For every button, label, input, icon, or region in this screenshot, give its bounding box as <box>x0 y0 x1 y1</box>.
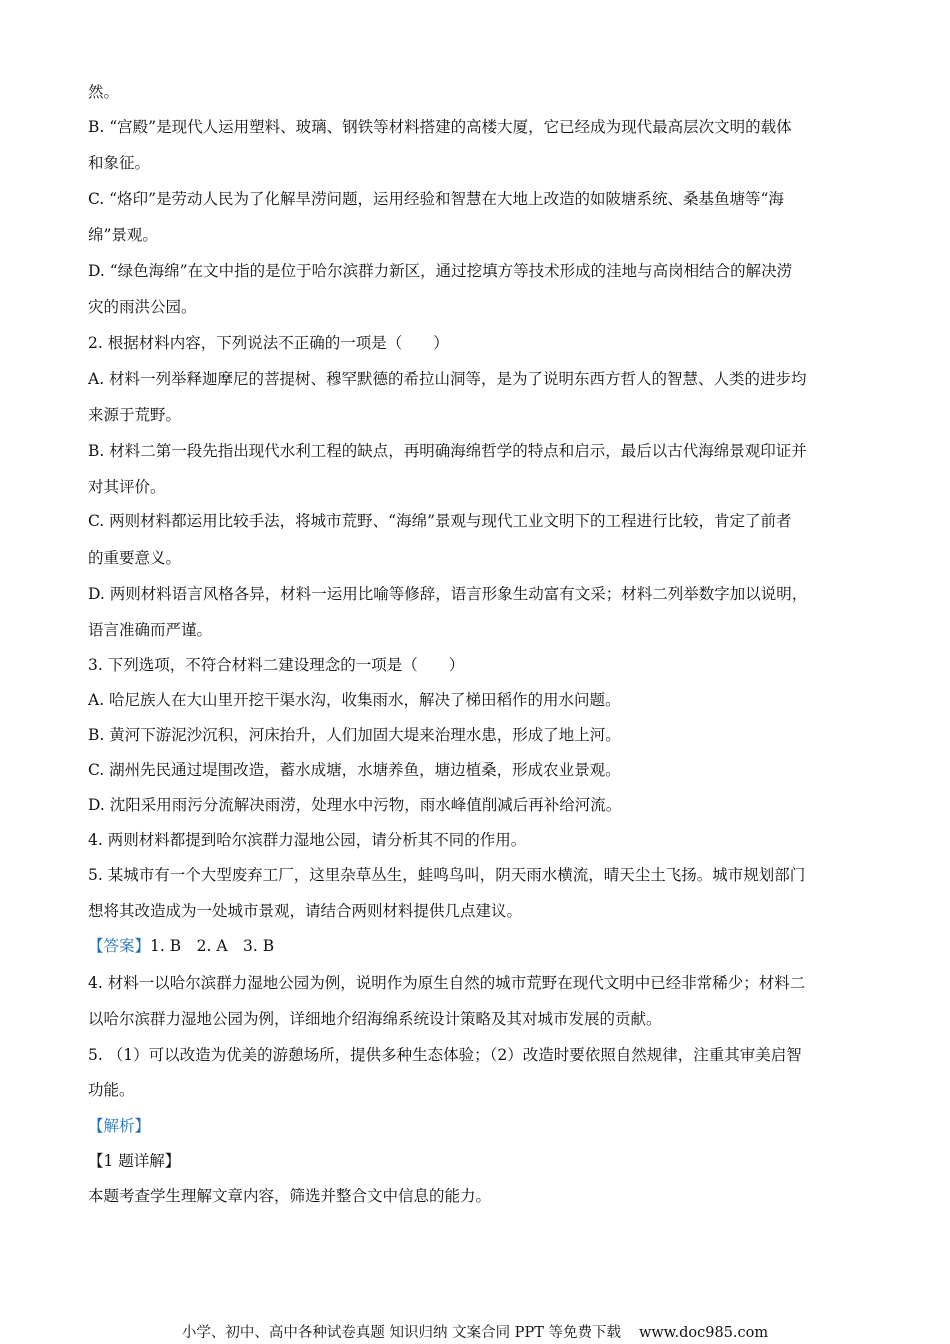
text-line: D. 两则材料语言风格各异，材料一运用比喻等修辞，语言形象生动富有文采；材料二列举数字加以说明， <box>88 585 808 603</box>
answer-choices: 1. B 2. A 3. B <box>150 937 275 955</box>
text-line: 的重要意义。 <box>88 549 182 567</box>
footer-url[interactable]: www.doc985.com <box>638 1325 769 1341</box>
answer-text: 功能。 <box>88 1081 135 1099</box>
text-line: A. 材料一列举释迦摩尼的菩提树、穆罕默德的希拉山洞等，是为了说明东西方哲人的智慧、人类的进步均 <box>88 370 807 388</box>
page-footer <box>0 1323 950 1343</box>
text-line: 对其评价。 <box>88 478 166 496</box>
text-line: 和象征。 <box>88 154 151 172</box>
analysis-text: 本题考查学生理解文章内容，筛选并整合文中信息的能力。 <box>88 1187 492 1205</box>
text-line: B. “宫殿”是现代人运用塑料、玻璃、钢铁等材料搭建的高楼大厦，它已经成为现代最高层次文明的载体 <box>88 118 792 136</box>
text-line: 绵”景观。 <box>88 226 158 244</box>
text-line: B. 黄河下游泥沙沉积，河床抬升，人们加固大堤来治理水患，形成了地上河。 <box>88 726 621 744</box>
answer-line <box>88 936 863 956</box>
question-2: 2. 根据材料内容，下列说法不正确的一项是（ ） <box>88 334 449 352</box>
text-line: 想将其改造成为一处城市景观，请结合两则材料提供几点建议。 <box>88 902 523 920</box>
text-line: A. 哈尼族人在大山里开挖干渠水沟，收集雨水，解决了梯田稻作的用水问题。 <box>88 691 621 709</box>
text-line: C. “烙印”是劳动人民为了化解旱涝问题，运用经验和智慧在大地上改造的如陂塘系统、桑基鱼塘等“海 <box>88 190 784 208</box>
text-line: C. 湖州先民通过堤围改造，蓄水成塘，水塘养鱼，塘边植桑，形成农业景观。 <box>88 761 621 779</box>
text-line: 然。 <box>88 83 120 101</box>
answer-text: 以哈尔滨群力湿地公园为例，详细地介绍海绵系统设计策略及其对城市发展的贡献。 <box>88 1010 662 1028</box>
answer-tag: 【答案】 <box>88 937 151 955</box>
analysis-heading: 【1 题详解】 <box>88 1152 181 1170</box>
answer-text: 4. 材料一以哈尔滨群力湿地公园为例，说明作为原生自然的城市荒野在现代文明中已经非常稀少；材料二 <box>88 974 806 992</box>
analysis-line <box>88 1116 863 1136</box>
analysis-tag: 【解析】 <box>88 1117 151 1135</box>
question-4: 4. 两则材料都提到哈尔滨群力湿地公园，请分析其不同的作用。 <box>88 831 527 849</box>
answer-text: 5. （1）可以改造为优美的游憩场所，提供多种生态体验；（2）改造时要依照自然规律，注重其审美启智 <box>88 1046 802 1064</box>
question-3: 3. 下列选项，不符合材料二建设理念的一项是（ ） <box>88 656 465 674</box>
text-line: 语言准确而严谨。 <box>88 621 213 639</box>
text-line: 来源于荒野。 <box>88 406 182 424</box>
text-line: B. 材料二第一段先指出现代水利工程的缺点，再明确海绵哲学的特点和启示，最后以古代海绵景观印证并 <box>88 442 807 460</box>
text-line: C. 两则材料都运用比较手法，将城市荒野、“海绵”景观与现代工业文明下的工程进行比较，肯定了前者 <box>88 512 792 530</box>
text-line: D. 沈阳采用雨污分流解决雨涝，处理水中污物，雨水峰值削减后再补给河流。 <box>88 796 622 814</box>
footer-text: 小学、初中、高中各种试卷真题 知识归纳 文案合同 PPT 等免费下载 <box>181 1325 621 1341</box>
question-5: 5. 某城市有一个大型废弃工厂，这里杂草丛生，蛙鸣鸟叫，阴天雨水横流，晴天尘土飞扬。城市规划部门 <box>88 866 806 884</box>
text-line: D. “绿色海绵”在文中指的是位于哈尔滨群力新区，通过挖填方等技术形成的洼地与高岗相结合的解决涝 <box>88 262 793 280</box>
text-line: 灾的雨洪公园。 <box>88 298 197 316</box>
